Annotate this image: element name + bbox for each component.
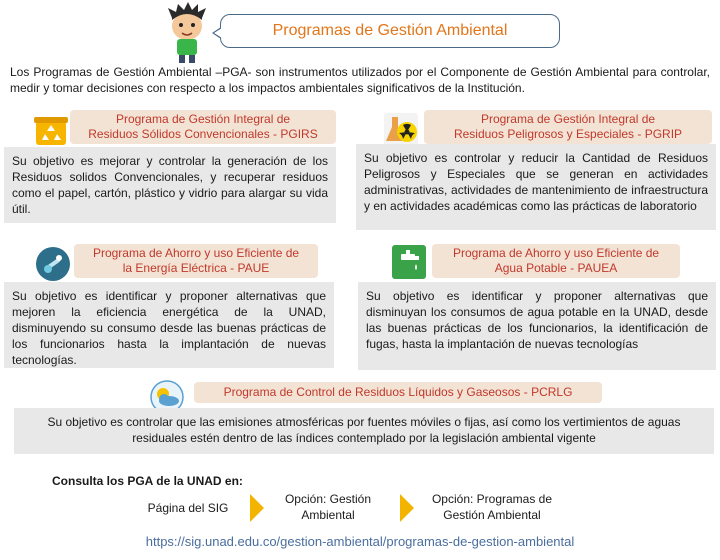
program-paue-title: Programa de Ahorro y uso Eficiente de la Energía Eléctrica - PAUE [74,244,318,278]
consult-heading: Consulta los PGA de la UNAD en: [52,474,243,488]
recycle-bin-icon [34,113,68,147]
program-paue-body: Su objetivo es identificar y proponer alternativas que mejoren la eficiencia energética de la UNAD, disminuyendo su consumo desde las buenas prácticas de los funcionarios hasta la implantación de nuevas tecnologías. [4,282,334,368]
chevron-right-icon [400,494,414,522]
chevron-right-icon [250,494,264,522]
page-title-text: Programas de Gestión Ambiental [272,22,508,39]
program-pcrlg-title: Programa de Control de Residuos Líquidos y Gaseosos - PCRLG [194,382,602,403]
program-pgirs-body: Su objetivo es mejorar y controlar la generación de los Residuos solidos Convencionales, y recuperar residuos como el papel, cartón, plástico y vidrio para alargar su vida útil. [4,147,336,223]
program-pgrip-title: Programa de Gestión Integral de Residuos Peligrosos y Especiales - PGRIP [424,110,712,144]
program-pgirs-title: Programa de Gestión Integral de Residuos Sólidos Convencionales - PGIRS [70,110,336,144]
mascot-icon [160,2,214,64]
hazard-flask-icon [384,113,418,147]
sig-link[interactable]: https://sig.unad.edu.co/gestion-ambiental/programas-de-gestion-ambiental [145,534,575,549]
step-programas: Opción: Programas de Gestión Ambiental [431,492,553,522]
step-sig-page: Página del SIG [147,501,229,515]
intro-paragraph: Los Programas de Gestión Ambiental –PGA- son instrumentos utilizados por el Componente de Gestión Ambiental para controlar, medir y tomar decisiones con respecto a los impactos ambientales significativos de la Institución. [10,65,710,95]
program-pgrip-body: Su objetivo es controlar y reducir la Cantidad de Residuos Peligrosos y Especiales que se generan en actividades administrativas, actividades de mantenimiento de infraestructura y en actividades académicas como las prácticas de laboratorio [356,144,716,230]
energy-robot-icon [36,247,70,281]
page-title [220,14,560,48]
program-pauea-body: Su objetivo es identificar y proponer alternativas que disminuyan los consumos de agua potable en la UNAD, desde las buenas prácticas de los funcionarios, la identificación de fugas, hasta la implantación de nuevas tecnologías [358,282,716,370]
step-gestion-ambiental: Opción: Gestión Ambiental [284,492,372,522]
program-pauea-title: Programa de Ahorro y uso Eficiente de Agua Potable - PAUEA [432,244,680,278]
program-pcrlg-body: Su objetivo es controlar que las emisiones atmosféricas por fuentes móviles o fijas, así como los vertimientos de aguas residuales estén dentro de las índices contemplado por la legislación ambiental vigente [14,408,714,454]
water-tap-icon [392,245,426,279]
